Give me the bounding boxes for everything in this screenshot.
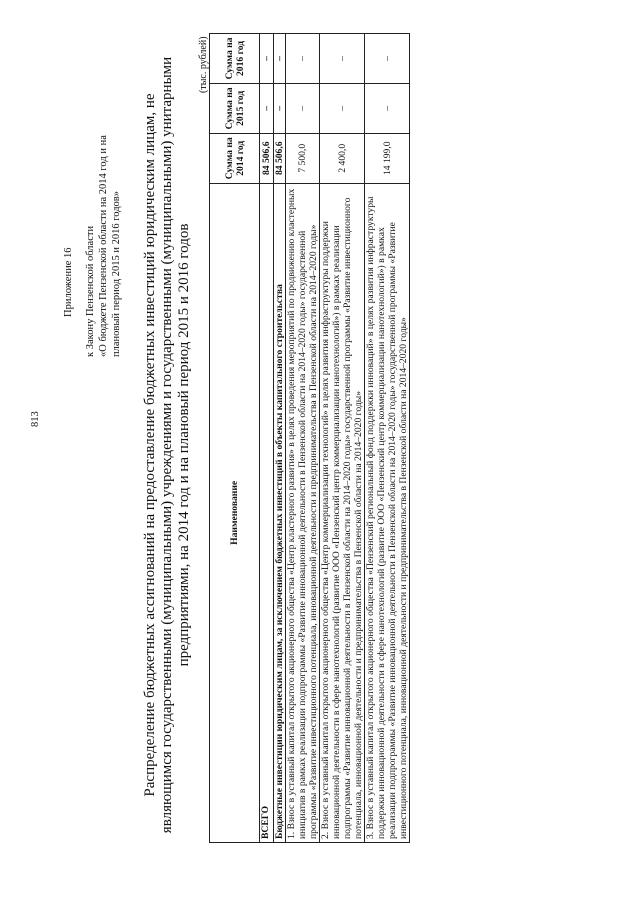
- table-row: [365, 34, 410, 843]
- units-label: (тыс. рублей): [198, 36, 209, 93]
- appendix-line: «О бюджете Пензенской области на 2014 год и на: [98, 135, 109, 357]
- table-row-total: [260, 34, 274, 843]
- row-value-2014: 2 400,0: [320, 133, 365, 183]
- column-header-2016: Сумма на 2016 год: [210, 34, 260, 84]
- appendix-line: плановый период 2015 и 2016 годов»: [111, 191, 122, 357]
- row-name: ВСЕГО: [260, 183, 274, 842]
- table-header-row: [210, 34, 260, 843]
- row-value-2014: 84 506,6: [274, 133, 286, 183]
- appendix-header: [62, 135, 123, 357]
- row-value-2015: –: [365, 83, 410, 133]
- table-row-section: [274, 34, 286, 843]
- page-number: 813: [30, 411, 41, 427]
- document-title: [142, 45, 193, 845]
- row-value-2016: –: [365, 34, 410, 84]
- appendix-line: к Закону Пензенской области: [85, 225, 96, 357]
- row-value-2016: –: [274, 34, 286, 84]
- row-value-2016: –: [320, 34, 365, 84]
- row-value-2015: –: [260, 83, 274, 133]
- row-value-2015: –: [274, 83, 286, 133]
- row-value-2016: –: [286, 34, 320, 84]
- title-line: являющимся государственными (муниципальными) учреждениями и государственными (муниципальными) унитарными: [159, 56, 175, 834]
- column-header-2014: Сумма на 2014 год: [210, 133, 260, 183]
- row-value-2014: 14 199,0: [365, 133, 410, 183]
- row-value-2014: 84 506,6: [260, 133, 274, 183]
- column-header-2015: Сумма на 2015 год: [210, 83, 260, 133]
- row-value-2014: 7 500,0: [286, 133, 320, 183]
- row-name: Бюджетные инвестиции юридическим лицам, за исключением бюджетных инвестиций в объекты капитального строительства: [274, 183, 286, 842]
- column-header-name: Наименование: [210, 183, 260, 842]
- row-name: 3. Взнос в уставный капитал открытого акционерного общества «Пензенский региональный фонд поддержки инноваций» в целях развития инфраструктуры поддержки инновационной деятельности в сфере нанотехнологий (развитие ООО «Пензенский центр коммерциализации нанотехнологий») в рамках реализации подпрограммы «Развитие инновационной деятельности в Пензенской области на 2014–2020 годы» государственной программы «Развитие инвестиционного потенциала, инновационной деятельности и предпринимательства в Пензенской области на 2014–2020 годы»: [365, 183, 410, 842]
- title-line: Распределение бюджетных ассигнований на предоставление бюджетных инвестиций юридическим лицам, не: [142, 93, 158, 797]
- row-name: 2. Взнос в уставный капитал открытого акционерного общества «Центр коммерциализации технологий» в целях развития инфраструктуры поддержки инновационной деятельности в сфере нанотехнологий (развитие ООО «Пензенский центр коммерциализации нанотехнологий») в рамках реализации подпрограммы «Развитие инновационной деятельности в Пензенской области на 2014–2020 годы» государственной программы «Развитие инвестиционного потенциала, инновационной деятельности и предпринимательства в Пензенской области на 2014–2020 годы»: [320, 183, 365, 842]
- row-value-2015: –: [286, 83, 320, 133]
- row-value-2015: –: [320, 83, 365, 133]
- row-name: 1. Взнос в уставный капитал открытого акционерного общества «Центр кластерного развития» в целях проведения мероприятий по продвижению кластерных инициатив в рамках реализации подпрограммы «Развитие инновационной деятельности в Пензенской области на 2014–2020 годы» государственной программы «Развитие инвестиционного потенциала, инновационной деятельности и предпринимательства в Пензенской области на 2014–2020 годы»: [286, 183, 320, 842]
- budget-table: [209, 33, 410, 843]
- table-row: [320, 34, 365, 843]
- table-row: [286, 34, 320, 843]
- title-line: предприятиями, на 2014 год и на плановый период 2015 и 2016 годов: [176, 223, 192, 667]
- row-value-2016: –: [260, 34, 274, 84]
- appendix-title: Приложение 16: [63, 247, 74, 317]
